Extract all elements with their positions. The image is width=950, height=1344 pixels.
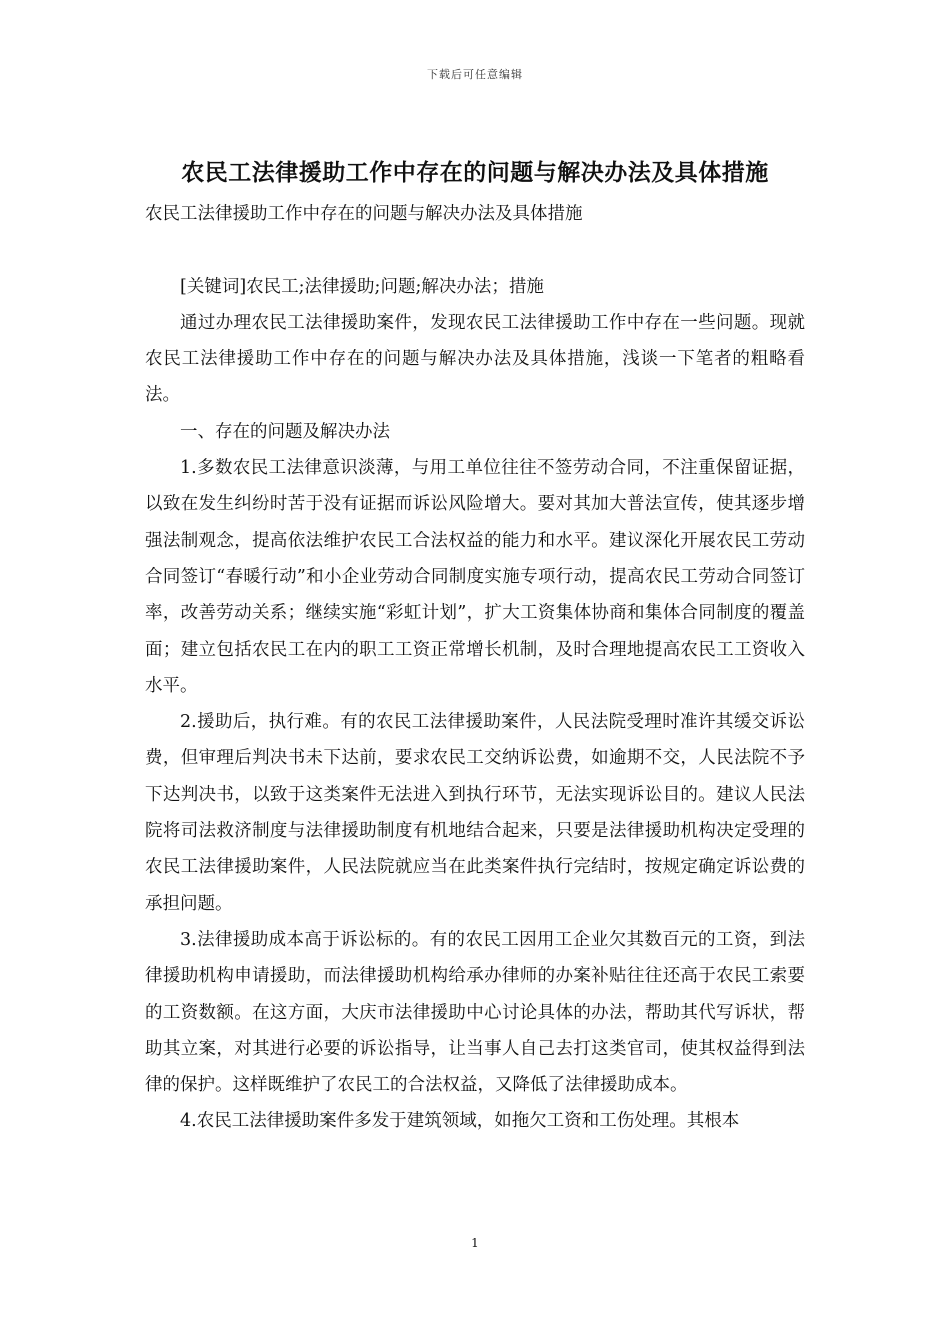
paragraph-item-2: 2.援助后，执行难。有的农民工法律援助案件，人民法院受理时准许其缓交诉讼费，但审理后判决书未下达前，要求农民工交纳诉讼费，如逾期不交，人民法院不予下达判决书，以致于这类案件无法进入到执行环节，无法实现诉讼目的。建议人民法院将司法救济制度与法律援助制度有机地结合起来，只要是法律援助机构决定受理的农民工法律援助案件，人民法院就应当在此类案件执行完结时，按规定确定诉讼费的承担问题。 bbox=[145, 712, 805, 914]
document-subtitle: 农民工法律援助工作中存在的问题与解决办法及具体措施 bbox=[145, 204, 583, 224]
paragraph-item-1: 1.多数农民工法律意识淡薄，与用工单位往往不签劳动合同，不注重保留证据，以致在发生纠纷时苦于没有证据而诉讼风险增大。要对其加大普法宣传，使其逐步增强法制观念，提高依法维护农民工合法权益的能力和水平。建议深化开展农民工劳动合同签订“春暖行动”和小企业劳动合同制度实施专项行动，提高农民工劳动合同签订率，改善劳动关系；继续实施“彩虹计划”，扩大工资集体协商和集体合同制度的覆盖面；建立包括农民工在内的职工工资正常增长机制，及时合理地提高农民工工资收入水平。 bbox=[145, 458, 805, 696]
header-note: 下载后可任意编辑 bbox=[427, 68, 523, 81]
paragraph-item-3: 3.法律援助成本高于诉讼标的。有的农民工因用工企业欠其数百元的工资，到法律援助机构申请援助，而法律援助机构给承办律师的办案补贴往往还高于农民工索要的工资数额。在这方面，大庆市法律援助中心讨论具体的办法，帮助其代写诉状，帮助其立案，对其进行必要的诉讼指导，让当事人自己去打这类官司，使其权益得到法律的保护。这样既维护了农民工的合法权益，又降低了法律援助成本。 bbox=[145, 929, 805, 1096]
paragraph-item-4: 4.农民工法律援助案件多发于建筑领域，如拖欠工资和工伤处理。其根本 bbox=[180, 1111, 740, 1132]
section-heading: 一、存在的问题及解决办法 bbox=[180, 421, 390, 442]
page-number: 1 bbox=[471, 1236, 479, 1250]
document-title: 农民工法律援助工作中存在的问题与解决办法及具体措施 bbox=[181, 159, 769, 186]
intro-paragraph: 通过办理农民工法律援助案件，发现农民工法律援助工作中存在一些问题。现就农民工法律援助工作中存在的问题与解决办法及具体措施，浅谈一下笔者的粗略看法。 bbox=[145, 312, 805, 406]
keywords-line: [关键词]农民工;法律援助;问题;解决办法；措施 bbox=[180, 276, 544, 297]
blank-line bbox=[145, 232, 805, 268]
document-body bbox=[145, 196, 805, 1140]
